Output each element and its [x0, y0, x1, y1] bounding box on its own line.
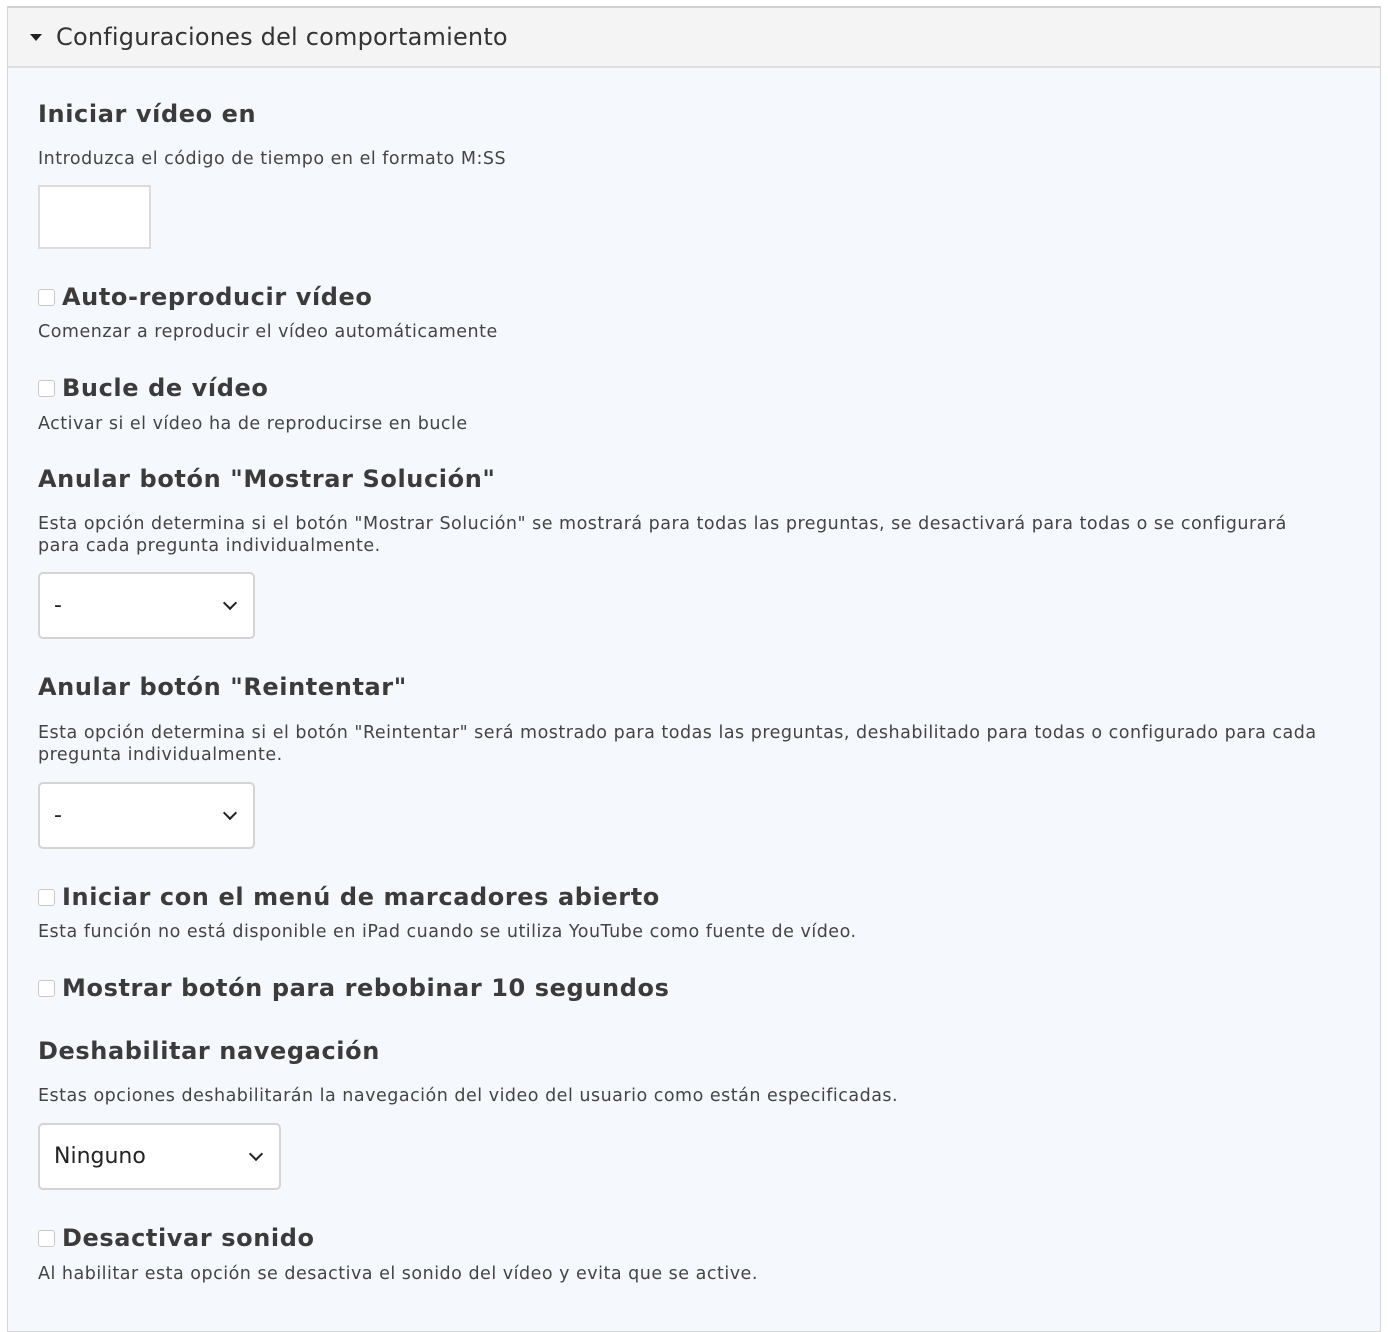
override-solution-description: Esta opción determina si el botón "Mostrar Solución" se mostrará para todas las preguntas, se desactivará para todas o se configurará para cada pregunta individualmente.	[38, 514, 1287, 556]
autoplay-description: Comenzar a reproducir el vídeo automáticamente	[38, 322, 498, 342]
chevron-down-icon	[249, 1146, 263, 1160]
override-retry-description: Esta opción determina si el botón "Reintentar" será mostrado para todas las preguntas, deshabilitado para todas o configurado para cada pregunta individualmente.	[38, 723, 1317, 765]
loop-description: Activar si el vídeo ha de reproducirse en bucle	[38, 414, 468, 434]
caret-down-icon	[30, 34, 42, 41]
loop-option	[38, 374, 269, 402]
disable-nav-heading: Deshabilitar navegación	[38, 1037, 380, 1065]
override-solution-select[interactable]	[38, 572, 255, 639]
override-solution-selected: -	[54, 593, 62, 618]
override-retry-heading: Anular botón "Reintentar"	[38, 673, 407, 701]
bookmarks-label: Iniciar con el menú de marcadores abierto	[62, 883, 660, 911]
loop-checkbox[interactable]	[38, 380, 55, 397]
mute-option	[38, 1224, 315, 1252]
start-video-heading: Iniciar vídeo en	[38, 100, 257, 128]
autoplay-option	[38, 283, 373, 311]
autoplay-checkbox[interactable]	[38, 289, 55, 306]
chevron-down-icon	[223, 805, 237, 819]
loop-label: Bucle de vídeo	[62, 374, 269, 402]
start-time-input[interactable]	[38, 185, 151, 249]
mute-description: Al habilitar esta opción se desactiva el sonido del vídeo y evita que se active.	[38, 1264, 758, 1284]
autoplay-label: Auto-reproducir vídeo	[62, 283, 373, 311]
disable-nav-select[interactable]	[38, 1123, 281, 1190]
bookmarks-option	[38, 883, 660, 911]
mute-checkbox[interactable]	[38, 1230, 55, 1247]
override-retry-select[interactable]	[38, 782, 255, 849]
bookmarks-description: Esta función no está disponible en iPad cuando se utiliza YouTube como fuente de vídeo.	[38, 922, 857, 942]
override-retry-selected: -	[54, 803, 62, 828]
disable-nav-description: Estas opciones deshabilitarán la navegación del video del usuario como están especificadas.	[38, 1086, 899, 1106]
mute-label: Desactivar sonido	[62, 1224, 315, 1252]
rewind-option	[38, 974, 669, 1002]
chevron-down-icon	[223, 595, 237, 609]
bookmarks-checkbox[interactable]	[38, 889, 55, 906]
start-video-description: Introduzca el código de tiempo en el formato M:SS	[38, 149, 507, 169]
override-solution-heading: Anular botón "Mostrar Solución"	[38, 465, 496, 493]
panel-title: Configuraciones del comportamiento	[56, 23, 508, 51]
disable-nav-selected: Ninguno	[54, 1144, 146, 1169]
panel-header-toggle[interactable]	[8, 8, 1380, 68]
rewind-label: Mostrar botón para rebobinar 10 segundos	[62, 974, 670, 1002]
behaviour-settings-panel	[7, 6, 1381, 1332]
rewind-checkbox[interactable]	[38, 980, 55, 997]
